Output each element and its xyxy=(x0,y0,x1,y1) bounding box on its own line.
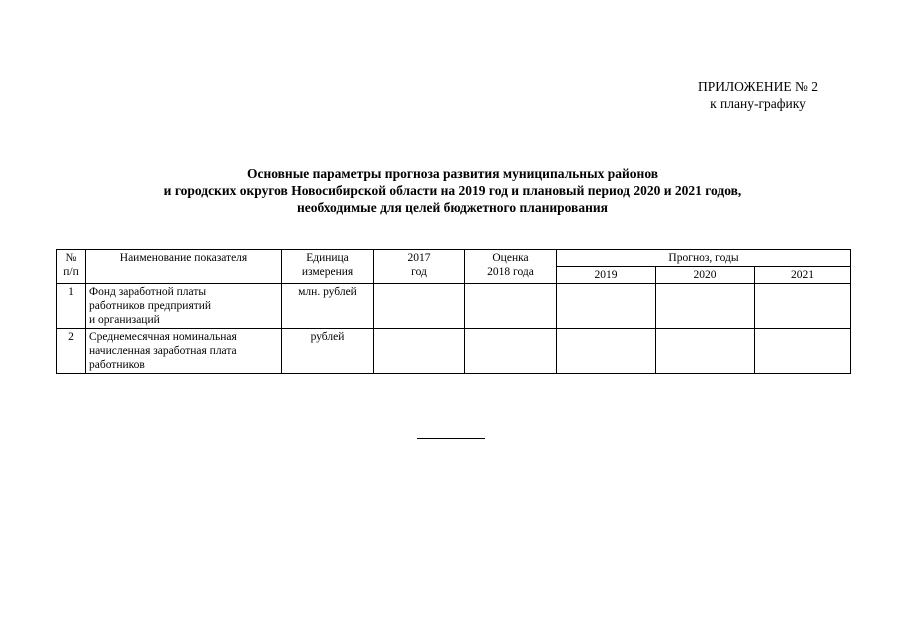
title-line-3: необходимые для целей бюджетного планирования xyxy=(297,200,608,215)
row-number: 2 xyxy=(57,329,86,374)
table-row xyxy=(57,284,851,329)
header-estimate-line2: 2018 года xyxy=(487,266,534,278)
value-2017 xyxy=(374,284,465,329)
header-2017 xyxy=(374,250,465,284)
header-num-line1: № xyxy=(65,252,77,264)
header-row-1 xyxy=(57,250,851,267)
indicator-name-line: Среднемесячная номинальная xyxy=(89,331,237,343)
value-2021 xyxy=(755,284,851,329)
indicator-name-line: и организаций xyxy=(89,314,160,326)
parameters-table xyxy=(56,249,851,374)
indicator-unit: млн. рублей xyxy=(282,284,374,329)
indicator-unit: рублей xyxy=(282,329,374,374)
header-name: Наименование показателя xyxy=(86,250,282,284)
title-line-2: и городских округов Новосибирской области на 2019 год и плановый период 2020 и 2021 годов, xyxy=(163,183,742,198)
value-2019 xyxy=(557,329,656,374)
indicator-name-line: работников xyxy=(89,359,145,371)
appendix-header xyxy=(698,78,818,112)
document-title xyxy=(90,165,815,216)
header-estimate xyxy=(465,250,557,284)
header-year-2020: 2020 xyxy=(656,267,755,284)
value-2019 xyxy=(557,284,656,329)
header-num xyxy=(57,250,86,284)
header-unit-line2: измерения xyxy=(301,266,354,278)
value-estimate-2018 xyxy=(465,329,557,374)
header-2017-line2: год xyxy=(411,266,427,278)
value-2020 xyxy=(656,284,755,329)
appendix-reference: к плану-графику xyxy=(710,96,806,111)
indicator-name-line: работников предприятий xyxy=(89,300,212,312)
row-number: 1 xyxy=(57,284,86,329)
header-estimate-line1: Оценка xyxy=(492,252,529,264)
table-row xyxy=(57,329,851,374)
header-year-2021: 2021 xyxy=(755,267,851,284)
header-2017-line1: 2017 xyxy=(407,252,431,264)
end-separator-line xyxy=(417,438,485,439)
value-2020 xyxy=(656,329,755,374)
header-forecast: Прогноз, годы xyxy=(557,250,851,267)
appendix-number: ПРИЛОЖЕНИЕ № 2 xyxy=(697,79,818,94)
indicator-name xyxy=(86,284,282,329)
header-num-line2: п/п xyxy=(63,266,79,278)
header-year-2019: 2019 xyxy=(557,267,656,284)
indicator-name-line: начисленная заработная плата xyxy=(89,345,237,357)
indicator-name-line: Фонд заработной платы xyxy=(89,286,207,298)
header-unit xyxy=(282,250,374,284)
header-unit-line1: Единица xyxy=(306,252,349,264)
title-line-1: Основные параметры прогноза развития муниципальных районов xyxy=(246,166,659,181)
value-estimate-2018 xyxy=(465,284,557,329)
value-2017 xyxy=(374,329,465,374)
value-2021 xyxy=(755,329,851,374)
indicator-name xyxy=(86,329,282,374)
